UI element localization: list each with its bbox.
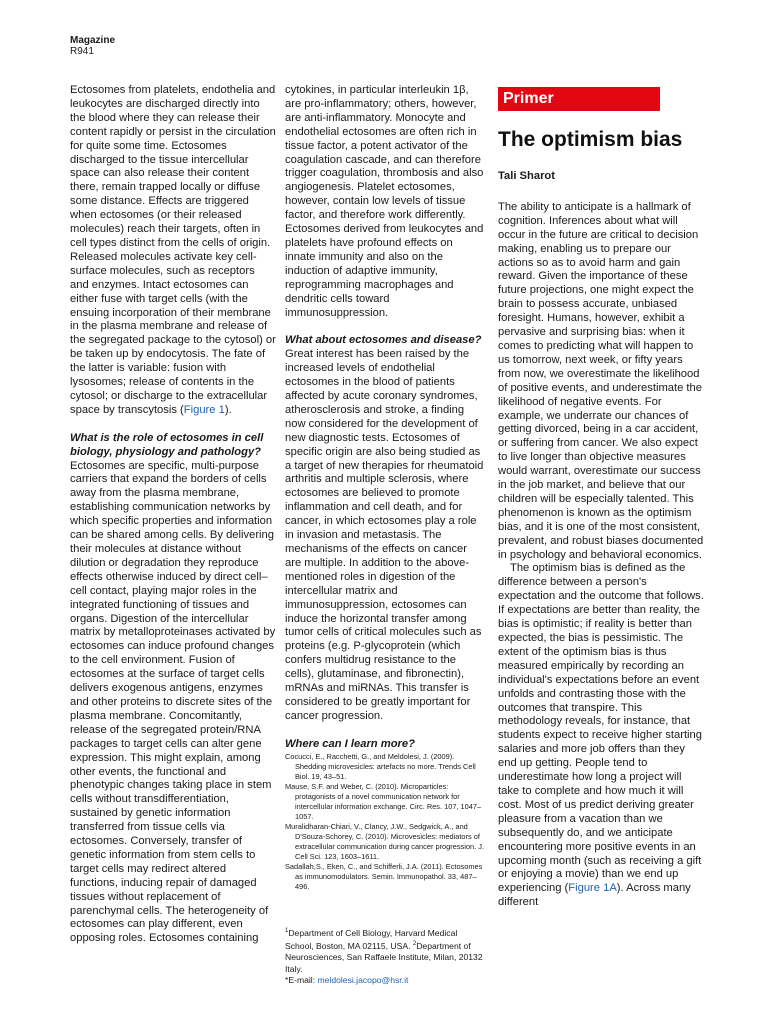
column-right (498, 87, 704, 910)
section-heading: What about ectosomes and disease? (285, 334, 482, 347)
section-heading: Where can I learn more? (285, 737, 415, 750)
paragraph: Ectosomes from platelets, endothelia and leukocytes are discharged directly into the blood where they can release their content rapidly or persist in the circulation for quite some time. Ectosomes discharged to the tissue intercellular space can also release their content there, remain trapped locally or diffuse some distance. Effects are triggered when ectosomes (or their released molecules) reach their targets, often in cell types distinct from the cells of origin. Released molecules activate key cell-surface molecules, such as receptors and enzymes. Intact ectosomes can either fuse with target cells (with the ensuing incorporation of their membrane in the plasma membrane and release of the segregated package to the cytosol) or be taken up by endocytosis. The fate of the latter is variable: fusion with lysosomes; release of contents in the cytosol; or discharge to the extracellular space by transcytosis (Figure 1). (70, 84, 276, 416)
section-label: Primer (498, 87, 660, 111)
reference: Muralidharan-Chiari, V., Clancy, J.W., Sedgwick, A., and D'Souza-Schorey, C. (2010). Microvesicles: mediators of extracellular communication during cancer progression. J. Cell Sci. 123, 1603–1611. (285, 821, 484, 861)
reference: Mause, S.F. and Weber, C. (2010). Microparticles: protagonists of a novel communication network for intercellular information exchange. Circ. Res. 107, 1047–1057. (285, 781, 482, 821)
page-number: R941 (70, 46, 94, 57)
paragraph: The optimism bias is defined as the difference between a person's expectation and the outcome that follows. If expectations are better than reality, the bias is optimistic; if reality is better than expected, the bias is pessimistic. The extent of the optimism bias is thus measured empirically by recording an individual's expectations before an event unfolds and contrasting those with the outcomes that transpire. This methodology reveals, for instance, that students expect to receive higher starting salaries and more job offers than they end up getting. People tend to underestimate how long a project will take to complete and how much it will cost. Most of us predict deriving greater pleasure from a vacation than we subsequently do, and we anticipate encountering more positive events in an upcoming month (such as receiving a gift or enjoying a movie) than we end up experiencing (Figure 1A). Across many different (498, 562, 704, 909)
reference: Cocucci, E., Racchetti, G., and Meldolesi, J. (2009). Shedding microvesicles: artefacts no more. Trends Cell Biol. 19, 43–51. (285, 751, 476, 781)
paragraph: cytokines, in particular interleukin 1β, are pro-inflammatory; others, however, are anti-inflammatory. Monocyte and endothelial ectosomes are often rich in tissue factor, a potent activator of the coagulation cascade, and can therefore trigger coagulation, thrombosis and also angiogenesis. Platelet ectosomes, however, contain low levels of tissue factor, and therefore work differently. Ectosomes derived from leukocytes and platelets have profound effects on innate immunity and also on the induction of adaptive immunity, reprogramming macrophages and dendritic cells toward immunosuppression. (285, 84, 484, 319)
article-title: The optimism bias (498, 128, 683, 151)
paragraph: The ability to anticipate is a hallmark of cognition. Inferences about what will occur in the future are critical to decision making, enabling us to prepare our actions so as to avoid harm and gain reward. Given the importance of these future projections, one might expect the brain to possess accurate, unbiased foresight. Humans, however, exhibit a pervasive and surprising bias: when it comes to predicting what will happen to us tomorrow, next week, or fifty years from now, we overestimate the likelihood of positive events, and underestimate the likelihood of negative events. For example, we underrate our chances of getting divorced, being in a car accident, or suffering from cancer. We also expect to live longer than objective measures would warrant, overestimate our success in the job market, and believe that our children will be especially talented. This phenomenon is known as the optimism bias, and it is one of the most consistent, prevalent, and robust biases documented in psychology and behavioral economics. (498, 200, 704, 561)
page-header (70, 35, 115, 57)
author-name: Tali Sharot (498, 170, 555, 182)
email-link[interactable]: meldolesi.jacopo@hsr.it (317, 975, 409, 986)
reference-list (285, 752, 485, 892)
reference: Sadallah,S., Eken, C., and Schifferli, J.A. (2011). Ectosomes as immunomodulators. Semin. Immunopathol. 33, 487–496. (285, 861, 483, 891)
figure-1a-link[interactable]: Figure 1A (568, 882, 617, 895)
figure-1-link[interactable]: Figure 1 (183, 403, 225, 416)
paragraph: Ectosomes are specific, multi-purpose carriers that expand the borders of cells away from the plasma membrane, establishing communication networks by which specific properties and information can be shared among cells. By delivering their molecules at distance without dilution or degradation they reproduce effects otherwise induced by direct cell–cell contact, playing major roles in the integrated functioning of tissues and organs. Digestion of the intercellular matrix by metalloproteinases activated by ectosomes can induce profound changes to the cell environment. Fusion of ectosomes at the surface of target cells delivers exogenous antigens, enzymes and other proteins to discrete sites of the plasma membrane. Concomitantly, release of the segregated protein/RNA packages to target cells can alter gene expression. This might explain, among other events, the functional and phenotypic changes taking place in stem cells without transdifferentiation, sustained by genetic information transferred from tissue cells via ectosomes. Conversely, transfer of genetic information from stem cells to target cells may redirect altered functions, inducing repair of damaged tissues without replacement of parenchymal cells. The heterogeneity of ectosomes can play different, even opposing roles. Ectosomes containing (70, 459, 276, 945)
paragraph: Great interest has been raised by the increased levels of endothelial ectosomes in the blood of patients affected by acute coronary syndromes, atherosclerosis and stroke, a finding now considered for the development of new diagnostic tests. Ectosomes of specific origin are also being studied as a target of new therapies for rheumatoid arthritis and multiple sclerosis, where ectosomes are believed to promote inflammation and cell death, and for cancer, in which ectosomes play a role in invasion and metastasis. The mechanisms of the effects on cancer are multiple. In addition to the above-mentioned roles in digestion of the intercellular matrix and immunosuppression, ectosomes can induce the horizontal transfer among tumor cells of critical molecules such as proteins (e.g. P-glycoprotein (which confers multidrug resistance to the cells), glutaminase, and fibronectin), mRNAs and miRNAs. This transfer is considered to be greatly important for cancer progression. (285, 348, 484, 722)
affiliations: $^1$Department of Cell Biology, Harvard Medical School, Boston, MA 02115, USA. $^2$Department of Neurosciences, San Raffaele Institute, Milan, 20132 Italy. *E-mail: meldolesi.jacopo@hsr.it (285, 927, 483, 986)
magazine-label: Magazine (70, 35, 116, 46)
column-middle (285, 84, 485, 986)
column-left (70, 84, 276, 946)
section-heading: What is the role of ectosomes in cell biology, physiology and pathology? (70, 431, 264, 458)
